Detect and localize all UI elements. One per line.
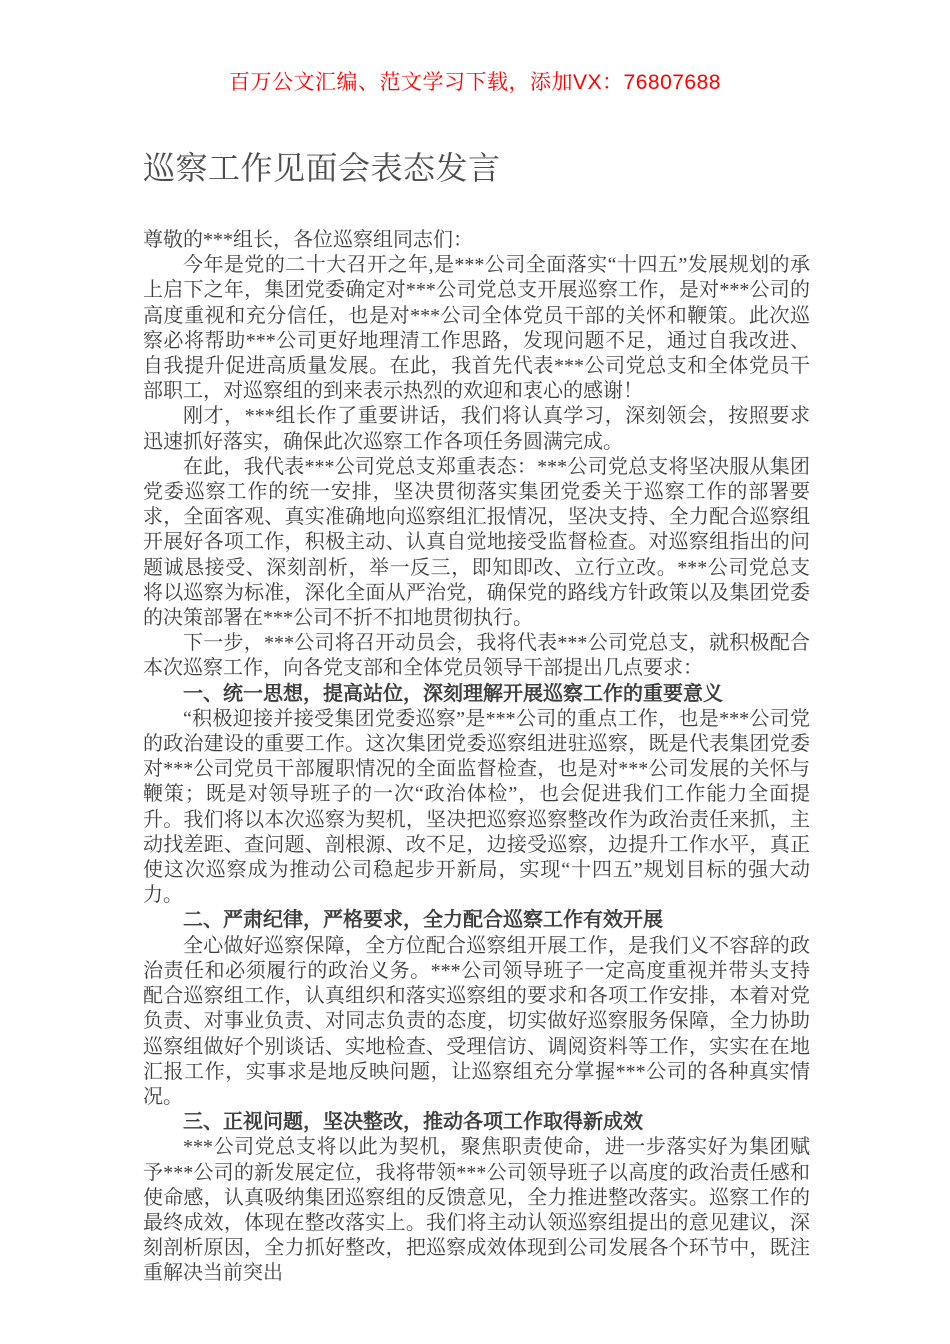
- body-paragraph: 下一步，***公司将召开动员会，我将代表***公司党总支，就积极配合本次巡察工作，向各党支部和全体党员领导干部提出几点要求：: [143, 632, 810, 680]
- document-title: 巡察工作见面会表态发言: [143, 150, 501, 186]
- section-heading: 三、正视问题，坚决整改，推动各项工作取得新成效: [183, 1111, 643, 1134]
- body-paragraph: ***公司党总支将以此为契机，聚焦职责使命，进一步落实好为集团赋予***公司的新发展定位，我将带领***公司领导班子以高度的政治责任感和使命感，认真吸纳集团巡察组的反馈意见，全力推进整改落实。巡察工作的最终成效，体现在整改落实上。我们将主动认领巡察组提出的意见建议，深刻剖析原因，全力抓好整改，把巡察成效体现到公司发展各个环节中，既注重解决当前突出: [143, 1136, 810, 1285]
- body-paragraph: 全心做好巡察保障，全方位配合巡察组开展工作，是我们义不容辞的政治责任和必须履行的政治义务。***公司领导班子一定高度重视并带头支持配合巡察组工作，认真组织和落实巡察组的要求和各项工作安排，本着对党负责、对事业负责、对同志负责的态度，切实做好巡察服务保障，全力协助巡察组做好个别谈话、实地检查、受理信访、调阅资料等工作，实实在在地汇报工作，实事求是地反映问题，让巡察组充分掌握***公司的各种真实情况。: [143, 934, 810, 1108]
- header-notice: 百万公文汇编、范文学习下载，添加VX：76807688: [229, 71, 721, 94]
- body-paragraph: 在此，我代表***公司党总支郑重表态：***公司党总支将坚决服从集团党委巡察工作的统一安排，坚决贯彻落实集团党委关于巡察工作的部署要求，全面客观、真实准确地向巡察组汇报情况，坚决支持、全力配合巡察组开展好各项工作，积极主动、认真自觉地接受监督检查。对巡察组指出的问题诚恳接受、深刻剖析，举一反三，即知即改、立行立改。***公司党总支将以巡察为标准，深化全面从严治党，确保党的路线方针政策以及集团党委的决策部署在***公司不折不扣地贯彻执行。: [143, 455, 810, 630]
- document-body: [143, 228, 810, 1287]
- body-paragraph: 尊敬的***组长，各位巡察组同志们：: [143, 229, 473, 251]
- body-paragraph: 刚才，***组长作了重要讲话，我们将认真学习，深刻领会，按照要求迅速抓好落实，确保此次巡察工作各项任务圆满完成。: [143, 405, 810, 453]
- section-heading: 一、统一思想，提高站位，深刻理解开展巡察工作的重要意义: [183, 682, 723, 705]
- body-paragraph: “积极迎接并接受集团党委巡察”是***公司的重点工作，也是***公司党的政治建设的重要工作。这次集团党委巡察组进驻巡察，既是代表集团党委对***公司党员干部履职情况的全面监督检查，也是对***公司发展的关怀与鞭策；既是对领导班子的一次“政治体检”，也会促进我们工作能力全面提升。我们将以本次巡察为契机，坚决把巡察巡察整改作为政治责任来抓，主动找差距、查问题、剖根源、改不足，边接受巡察，边提升工作水平，真正使这次巡察成为推动公司稳起步开新局，实现“十四五”规划目标的强大动力。: [143, 707, 810, 907]
- section-heading: 二、严肃纪律，严格要求，全力配合巡察工作有效开展: [183, 909, 663, 932]
- body-paragraph: 今年是党的二十大召开之年,是***公司全面落实“十四五”发展规划的承上启下之年，集团党委确定对***公司党总支开展巡察工作，是对***公司的高度重视和充分信任，也是对***公司全体党员干部的关怀和鞭策。此次巡察必将帮助***公司更好地理清工作思路，发现问题不足，通过自我改进、自我提升促进高质量发展。在此，我首先代表***公司党总支和全体党员干部职工，对巡察组的到来表示热烈的欢迎和衷心的感谢！: [143, 254, 810, 403]
